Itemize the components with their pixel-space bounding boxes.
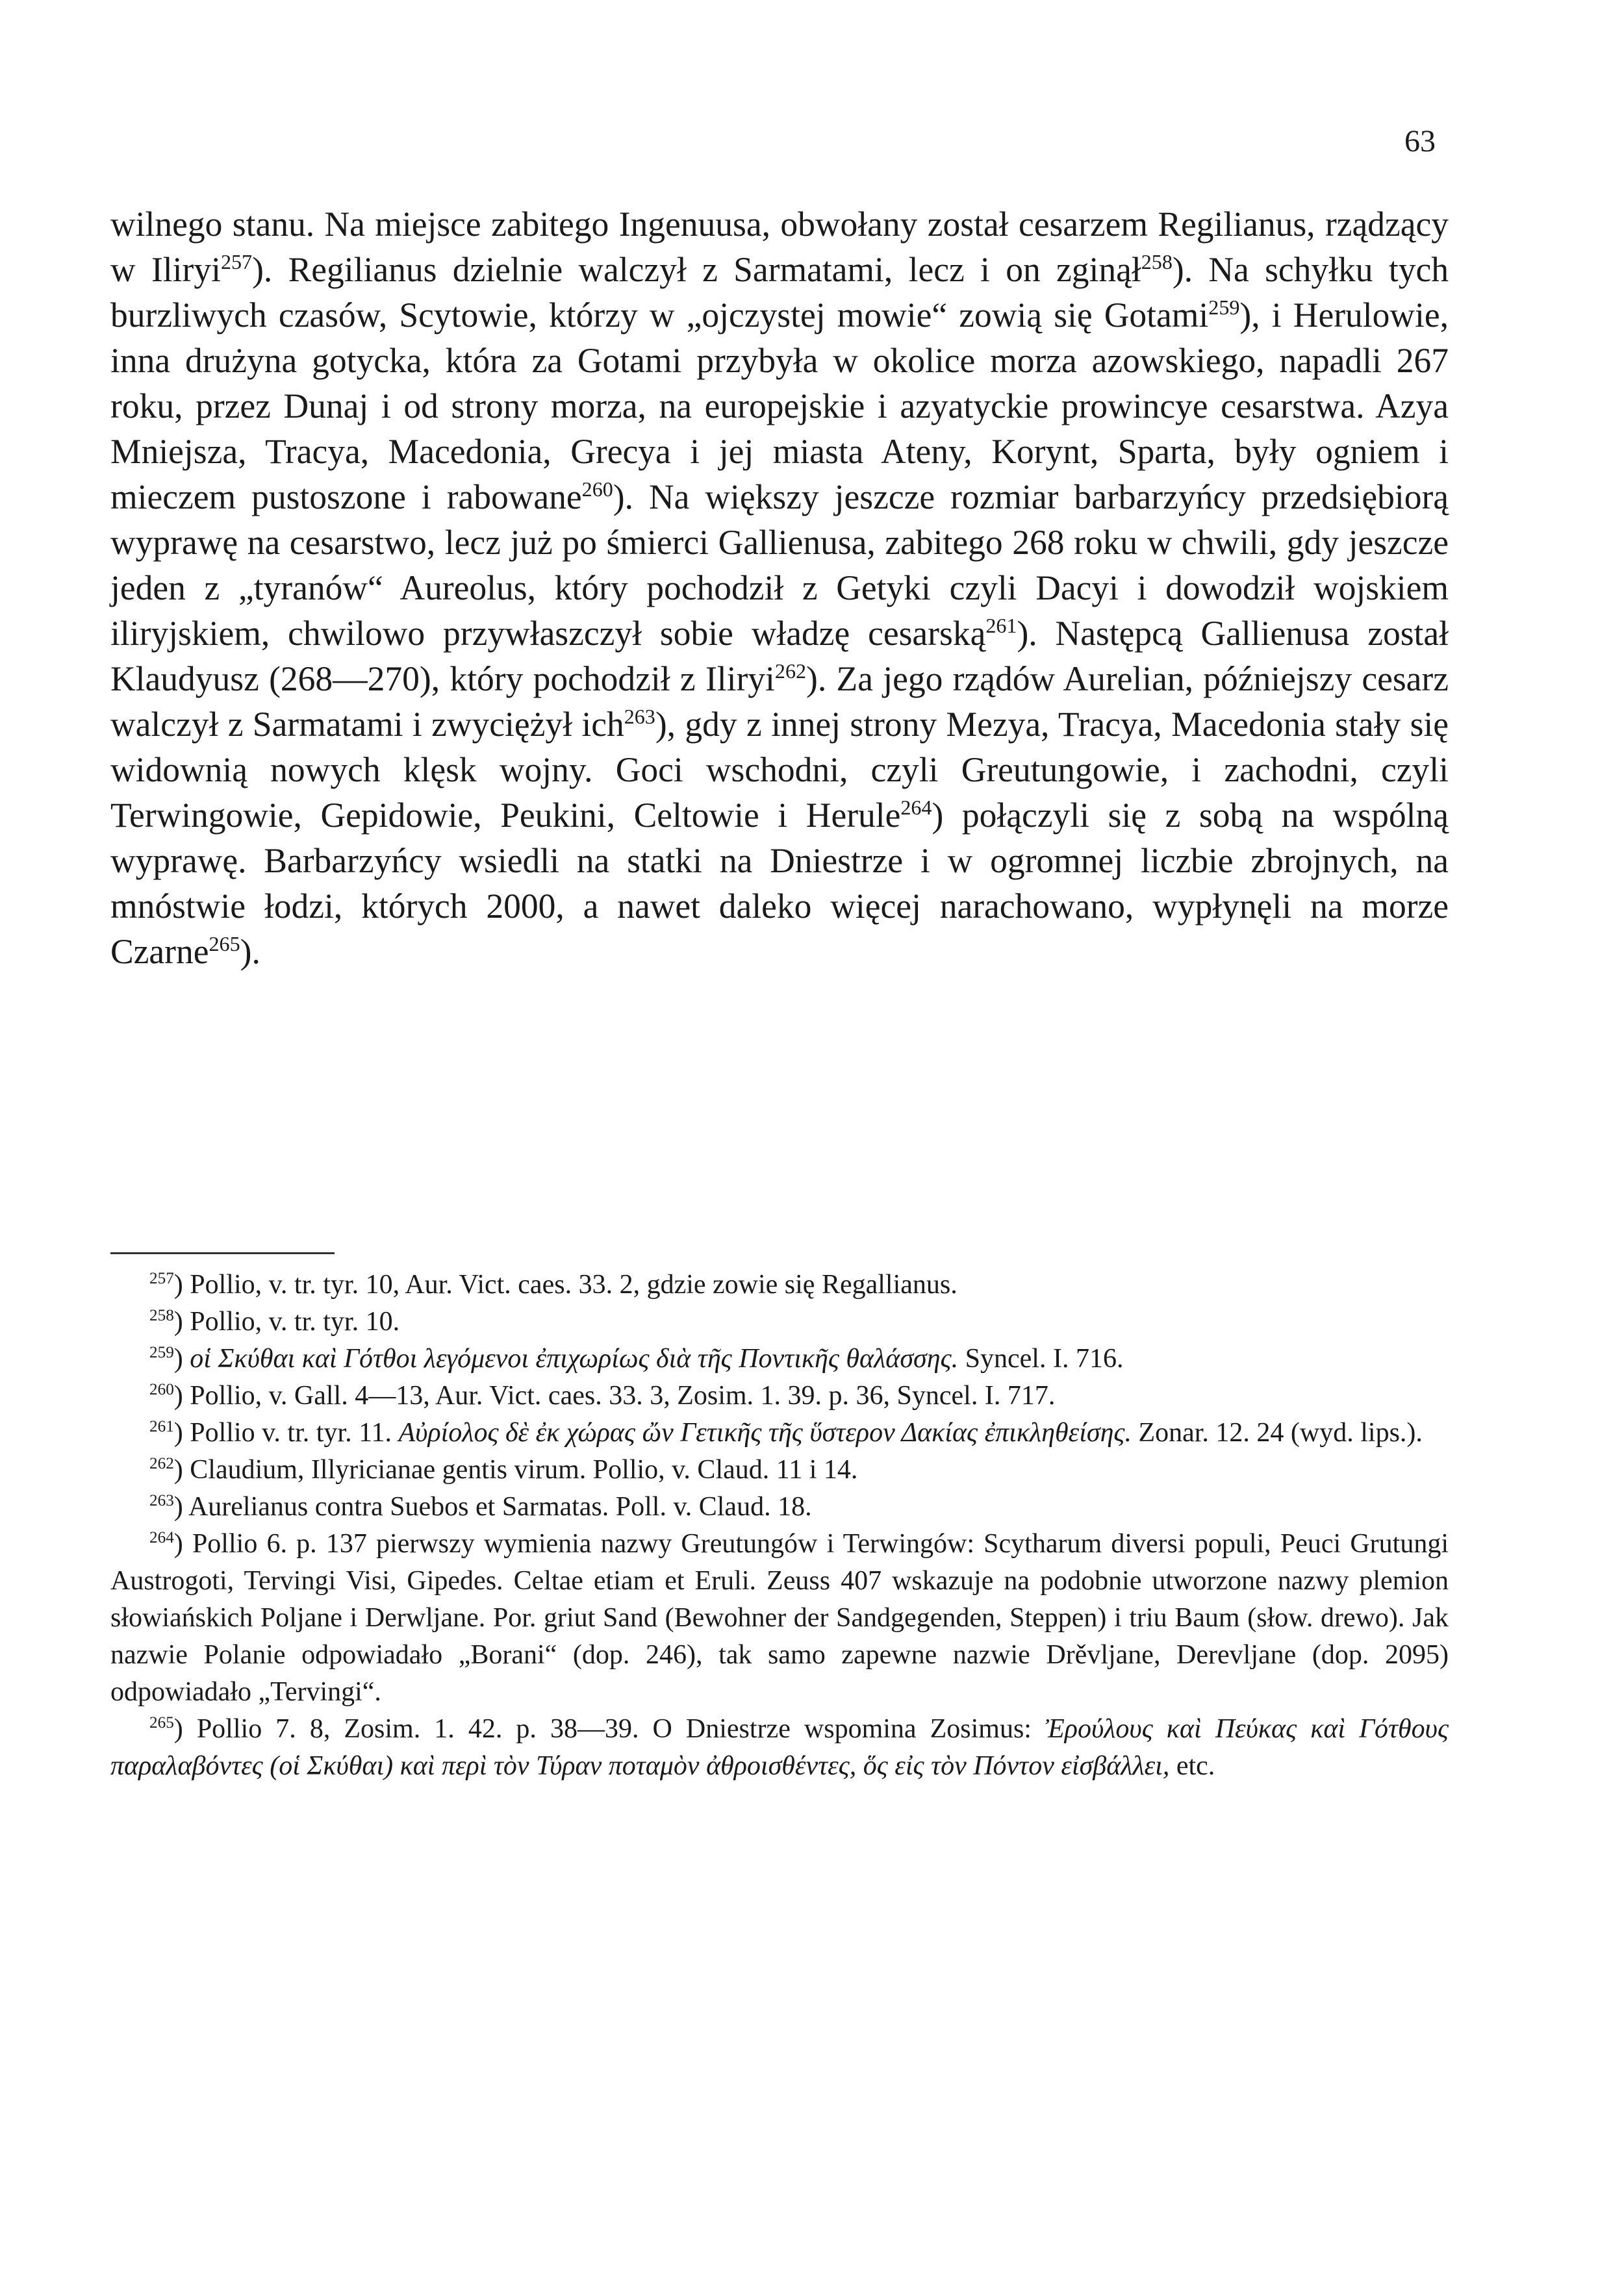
- footnote-text: ) Pollio, v. Gall. 4—13, Aur. Vict. caes. 33. 3, Zosim. 1. 39. p. 36, Syncel. I. 717.: [173, 1381, 1056, 1411]
- footnote-text: ) Pollio, v. tr. tyr. 10, Aur. Vict. caes. 33. 2, gdzie zowie się Regallianus.: [173, 1270, 958, 1300]
- footnote-number: 264: [149, 1529, 174, 1546]
- footnote-ref-259: 259: [1208, 296, 1240, 320]
- footnote-259: [110, 1341, 1449, 1378]
- footnote-number: 263: [149, 1492, 174, 1509]
- footnote-261: [110, 1415, 1449, 1452]
- footnote-text: etc.: [1169, 1751, 1215, 1781]
- main-text: [110, 201, 1449, 974]
- footnote-264: [110, 1526, 1449, 1711]
- footnote-text: ) Aurelianus contra Suebos et Sarmatas. Poll. v. Claud. 18.: [173, 1492, 812, 1522]
- footnote-265: [110, 1711, 1449, 1785]
- footnote-divider: [110, 1252, 335, 1254]
- footnote-number: 262: [149, 1455, 174, 1472]
- footnote-258: [110, 1304, 1449, 1341]
- greek-quote: Αὐρίολος δὲ ἐκ χώρας ὤν Γετικῆς τῆς ὕστερον Δακίας ἐπικληθείσης.: [398, 1418, 1132, 1448]
- footnote-ref-260: 260: [581, 477, 613, 501]
- text-run: ). Następcą Gallienusa został Klaudyusz (268—270), który pochodził z Iliryi: [110, 614, 1449, 698]
- text-run: ). Na schyłku tych burzliwych czasów, Scytowie, którzy w „ojczystej mowie“ zowią się Gotami: [110, 250, 1449, 334]
- footnote-text: ): [173, 1344, 190, 1374]
- greek-quote: οἱ Σκύθαι καὶ Γότθοι λεγόμενοι ἐπιχωρίως διὰ τῆς Ποντικῆς θαλάσσης.: [190, 1344, 959, 1374]
- footnote-text: ) Pollio v. tr. tyr. 11.: [173, 1418, 399, 1448]
- text-run: ). Za jego rządów Aurelian, późniejszy cesarz walczył z Sarmatami i zwyciężył ich: [110, 659, 1449, 744]
- text-run: ). Regilianus dzielnie walczył z Sarmatami, lecz i on zginął: [252, 250, 1141, 289]
- footnote-263: [110, 1489, 1449, 1526]
- footnote-text: ) Pollio, v. tr. tyr. 10.: [173, 1307, 400, 1337]
- footnote-text: ) Claudium, Illyricianae gentis virum. Pollio, v. Claud. 11 i 14.: [173, 1455, 858, 1485]
- text-run: ), i Herulowie, inna drużyna gotycka, która za Gotami przybyła w okolice morza azowskiego, napadli 267 roku, przez Dunaj i od strony morza, na europejskie i azyatyckie prowincye cesarstwa. Azya Mniejsza, Tracya, Macedonia, Grecya i jej miasta Ateny, Korynt, Sparta, były ogniem i mieczem pustoszone i rabowane: [110, 296, 1449, 516]
- footnote-257: [110, 1267, 1449, 1304]
- footnote-ref-262: 262: [774, 659, 807, 683]
- footnote-number: 259: [149, 1344, 174, 1361]
- footnote-number: 261: [149, 1418, 174, 1435]
- greek-quote: Ἐρούλους καὶ Πεύκας καὶ Γότθους παραλαβόντες (οἱ Σκύθαι) καὶ περὶ τὸν Τύραν ποταμὸν ἀθροισθέντες, ὅς εἰς τὸν Πόντον εἰσβάλλει,: [110, 1714, 1449, 1781]
- footnote-number: 265: [149, 1714, 174, 1732]
- text-run: ), gdy z innej strony Mezya, Tracya, Macedonia stały się widownią nowych klęsk wojny. Goci wschodni, czyli Greutungowie, i zachodni, czyli Terwingowie, Gepidowie, Peukini, Celtowie i Herule: [110, 705, 1449, 835]
- text-run: ).: [240, 932, 260, 971]
- footnote-text: ) Pollio 6. p. 137 pierwszy wymienia nazwy Greutungów i Terwingów: Scytharum diversi populi, Peuci Grutungi Austrogoti, Tervingi Visi, Gipedes. Celtae etiam et Eruli. Zeuss 407 wskazuje na podobnie utworzone nazwy plemion słowiańskich Poljane i Derwljane. Por. griut Sand (Bewohner der Sandgegenden, Steppen) i triu Baum (słow. drewo). Jak nazwie Polanie odpowiadało „Borani“ (dop. 246), tak samo zapewne nazwie Drěvljane, Derevljane (dop. 2095) odpowiadało „Tervingi“.: [110, 1529, 1449, 1707]
- text-run: ). Na większy jeszcze rozmiar barbarzyńcy przedsiębiorą wyprawę na cesarstwo, lecz już po śmierci Gallienusa, zabitego 268 roku w chwili, gdy jeszcze jeden z „tyranów“ Aureolus, który pochodził z Getyki czyli Dacyi i dowodził wojskiem iliryjskiem, chwilowo przywłaszczył sobie władzę cesarską: [110, 477, 1449, 653]
- footnote-ref-263: 263: [624, 705, 655, 729]
- footnote-ref-264: 264: [900, 796, 932, 820]
- footnote-number: 257: [149, 1270, 174, 1287]
- footnote-262: [110, 1452, 1449, 1489]
- footnote-ref-257: 257: [220, 250, 253, 274]
- footnotes: [110, 1267, 1449, 1785]
- footnote-260: [110, 1378, 1449, 1415]
- footnote-text: ) Pollio 7. 8, Zosim. 1. 42. p. 38—39. O Dniestrze wspomina Zosimus:: [173, 1714, 1046, 1744]
- footnote-number: 260: [149, 1381, 174, 1398]
- footnote-number: 258: [149, 1307, 174, 1324]
- page-number: 63: [1404, 124, 1436, 158]
- footnote-ref-258: 258: [1141, 250, 1173, 274]
- footnote-ref-265: 265: [209, 932, 240, 956]
- footnote-ref-261: 261: [985, 614, 1017, 638]
- footnote-text: Syncel. I. 716.: [958, 1344, 1124, 1374]
- footnote-text: Zonar. 12. 24 (wyd. lips.).: [1131, 1418, 1423, 1448]
- text-run: ) połączyli się z sobą na wspólną wyprawę. Barbarzyńcy wsiedli na statki na Dniestrze i w ogromnej liczbie zbrojnych, na mnóstwie łodzi, których 2000, a nawet daleko więcej narachowano, wypłynęli na morze Czarne: [110, 796, 1449, 971]
- text-run: wilnego stanu. Na miejsce zabitego Ingenuusa, obwołany został cesarzem Regilianus, rządzący w Iliryi: [110, 205, 1449, 289]
